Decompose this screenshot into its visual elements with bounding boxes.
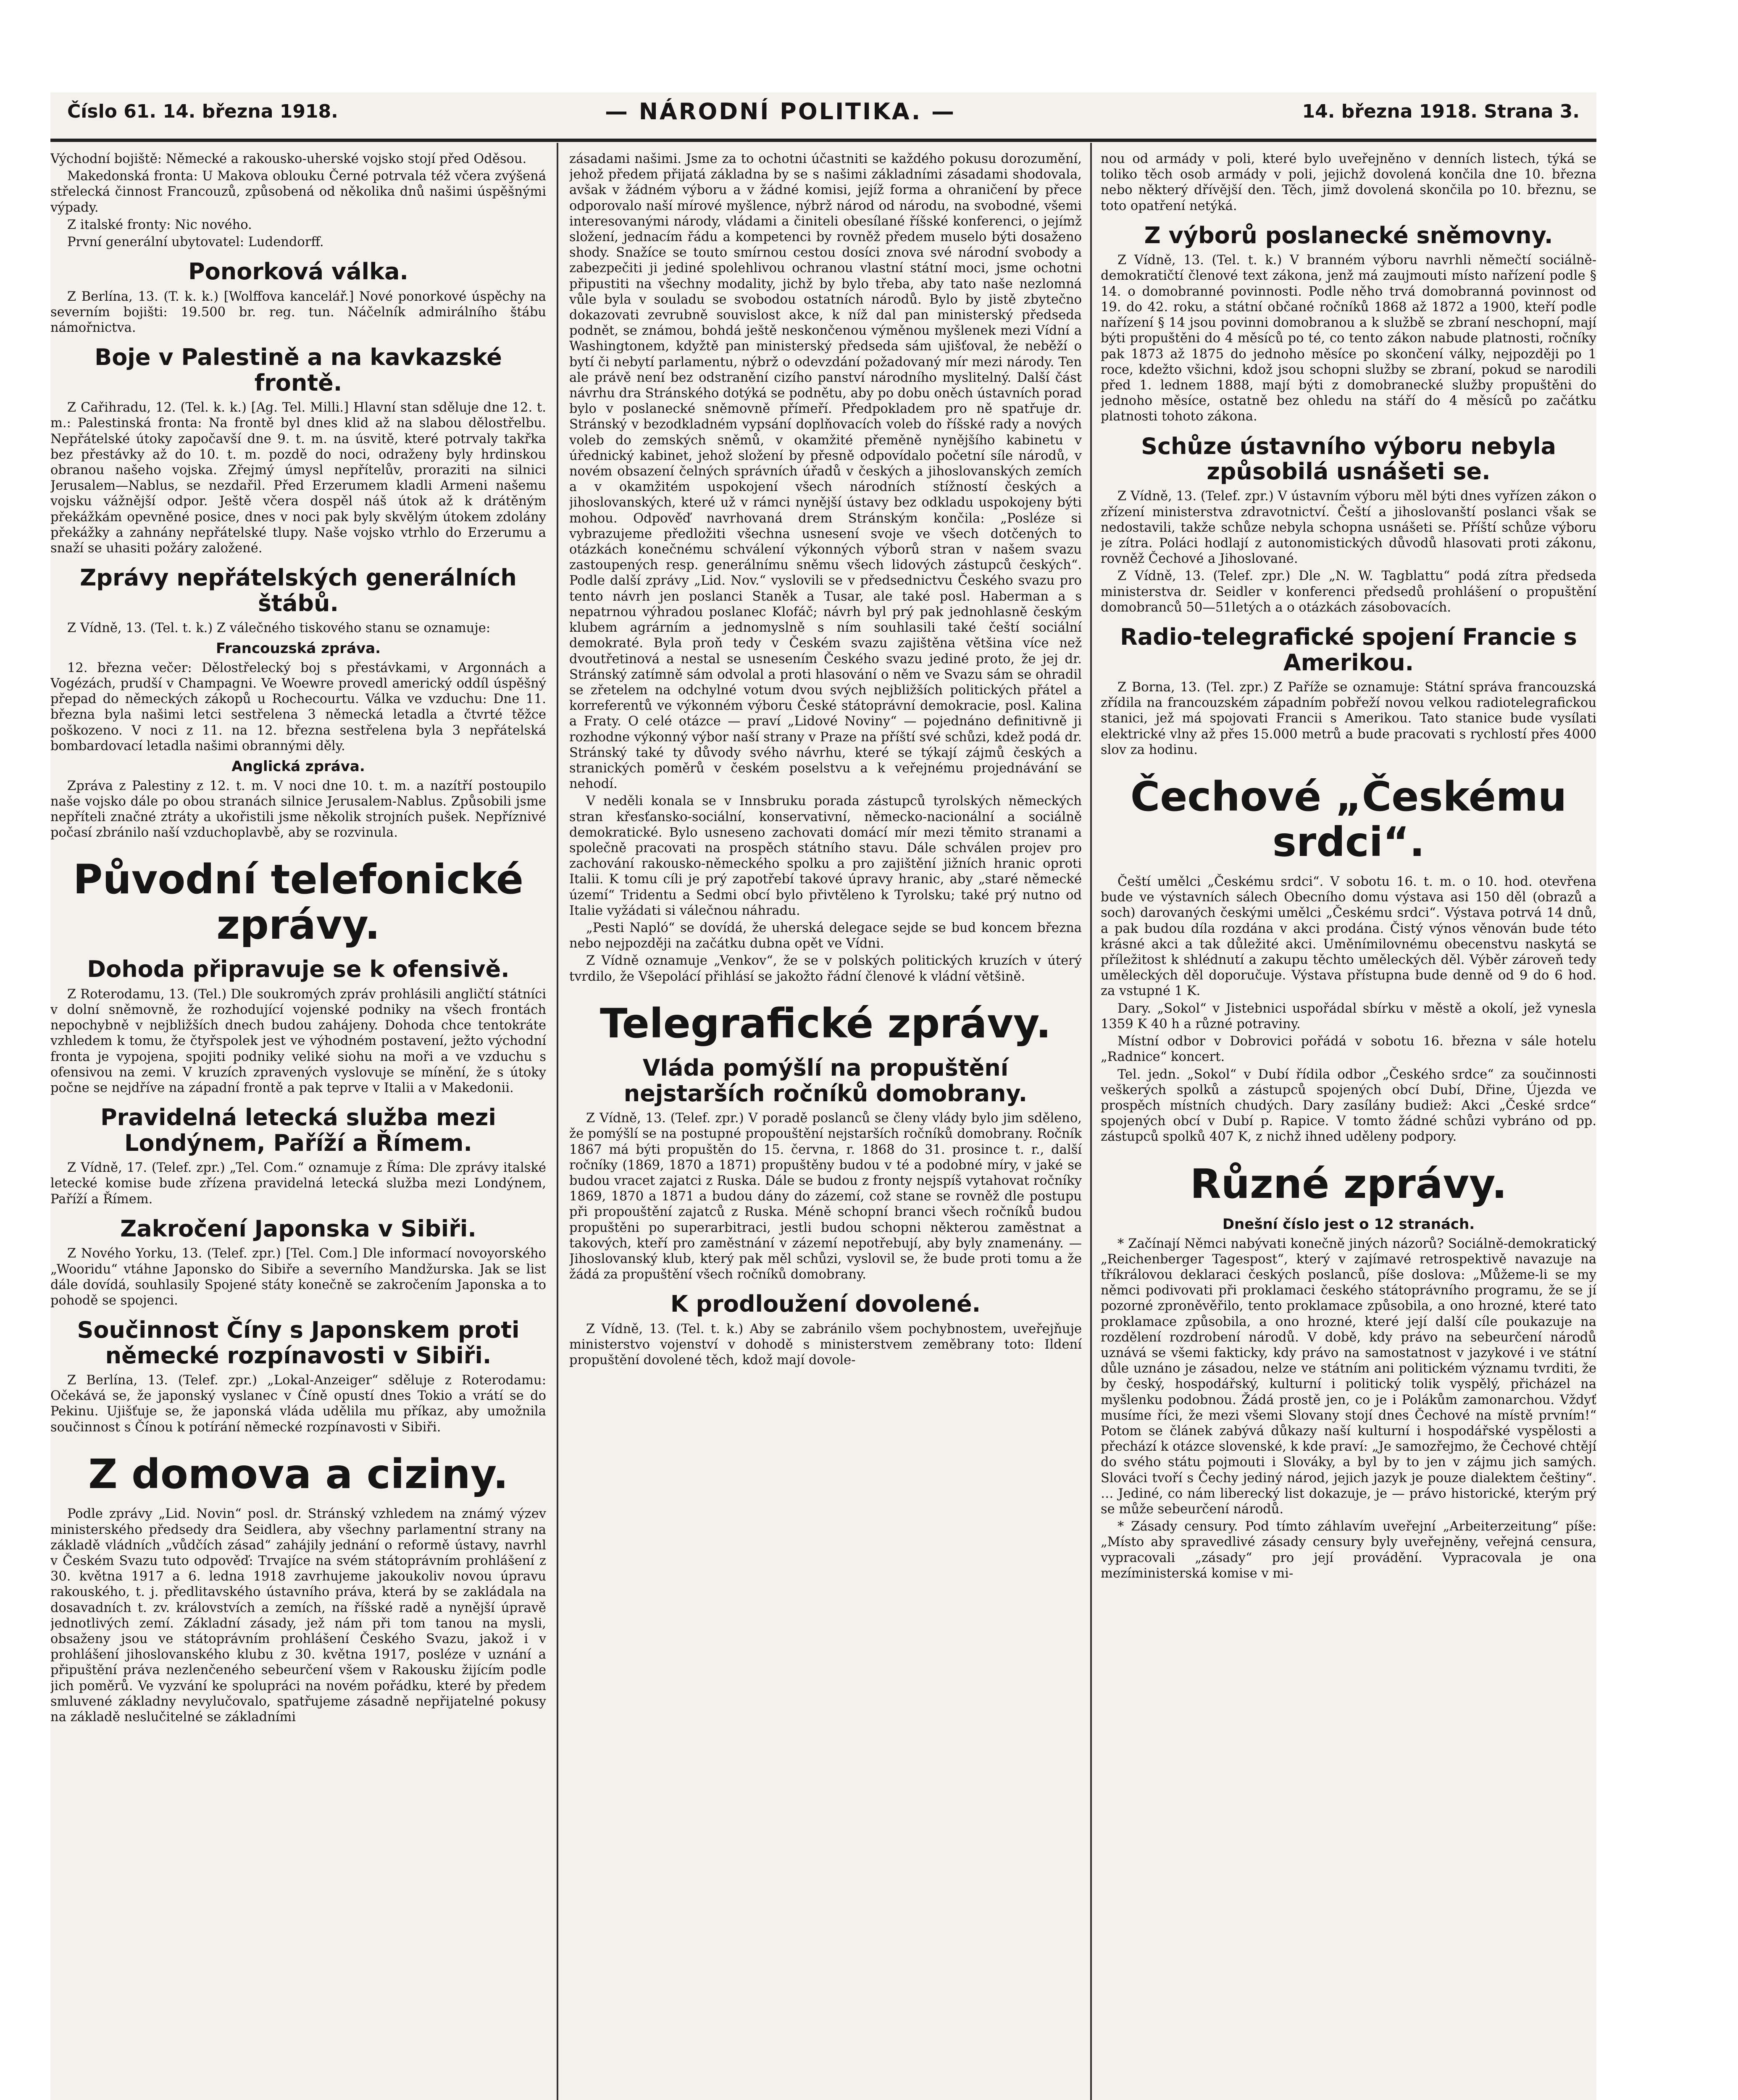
section-title-czech-heart: Čechové „Českému srdci“.	[1130, 773, 1567, 866]
article-paragraph: Z Vídně, 13. (Tel. t. k.) Aby se zabránilo všem pochybnostem, uveřejňuje ministerstvo vojenství v dohodě s ministerstvem zeměbrany toto: Ildení propuštění dovolené těch, kdož mají dovole-	[569, 1321, 1082, 1368]
article-paragraph: Z Vídně, 13. (Tel. t. k.) Z válečného tiskového stanu se oznamuje:	[67, 621, 491, 636]
article-paragraph: Z Berlína, 13. (T. k. k.) [Wolffova kancelář.] Nové ponorkové úspěchy na severním bojišti: 19.500 br. reg. tun. Náčelník admirálního štábu námořnictva.	[50, 289, 546, 336]
article-paragraph: Dary. „Sokol“ v Jistebnici uspořádal sbírku v městě a okolí, jež vynesla 1359 K 40 h a různé potraviny.	[1101, 1001, 1596, 1032]
article-paragraph: 12. března večer: Dělostřelecký boj s přestávkami, v Argonnách a Vogézách, prudší v Champagni. Ve Woewre provedl americký oddíl úspěšný přepad do německých zákopů u Rochecourtu. Válka ve vzduchu: Dne 11. března byla našimi letci sestřelena 3 německá letadla a čtvrté těžce poškozeno. V noci z 11. na 12. března sestřelena byla 3 nepřátelská bombardovací letadla našimi obrannými děly.	[50, 660, 546, 753]
headline-radio-telegraph: Radio-telegrafické spojení Francie s Amerikou.	[1120, 624, 1577, 676]
article-paragraph: Z Vídně, 13. (Telef. zpr.) V poradě poslanců se členy vlády bylo jim sděleno, že pomýšlí se na postupné propouštění nejstarších ročníků domobrany. Ročník 1867 má býti propuštěn do 15. června, r. 1868 do 31. prosince t. r., další ročníky (1869, 1870 a 1871) propuštěny budou v té a podobné míry, v jaké se budou vracet zajatci z Ruska. Dále se budou z fronty nejspíš vytahovat ročníky 1869, 1870 a 1871 a budou dány do zázemí, což stane se rovněž dle postupu při propouštění zajatců z Ruska. Méně schopní branci všech ročníků budou propuštěni po superarbitraci, jestli budou schopni některou zaměstnat a takových, kteří pro zaměstnání v zázemí nepotřebují, aby byly znamenány. — Jihoslovanský klub, který pak měl schůzi, vyslovil se, že bude proti tomu a že žádá za propuštění všech ročníků domobrany.	[569, 1111, 1082, 1282]
article-paragraph: Z Vídně, 13. (Telef. zpr.) V ústavním výboru měl býti dnes vyřízen zákon o zřízení ministerstva zdravotnictví. Čeští a jihoslovanští poslanci však se nedostavili, takže schůze nebyla schopna usnášeti se. Příští schůze výboru je zítra. Poláci hodlají z autonomistických důvodů hlasovati proti zákonu, rovněž Čechové a Jihoslované.	[1101, 489, 1596, 567]
article-paragraph: Z Borna, 13. (Tel. zpr.) Z Paříže se oznamuje: Státní správa francouzská zřídila na francouzském západním pobřeží novou velkou radiotelegrafickou stanici, jež má spojovati Francii s Amerikou. Tato stanice bude vysílati elektrické vlny až přes 15.000 metrů a bude pracovati s rychlostí přes 4000 slov za hodinu.	[1101, 680, 1596, 757]
headline-air-service: Pravidelná letecká služba mezi Londýnem, Paříží a Římem.	[100, 1104, 496, 1156]
article-paragraph: Z italské fronty: Nic nového.	[67, 217, 252, 232]
masthead-title: — NÁRODNÍ POLITIKA. —	[605, 98, 956, 125]
article-paragraph: nou od armády v poli, které bylo uveřejněno v denních listech, týká se toliko těch osob armády v poli, jejichž dovolená končila dne 10. března nebo některý dřívější den. Těch, jimž dovolená skončila po 10. březnu, se toto opatření netýká.	[1101, 152, 1596, 213]
headline-furlough: K prodloužení dovolené.	[670, 1291, 981, 1318]
newspaper-page	[50, 92, 1596, 2100]
header-page-number: 14. března 1918. Strana 3.	[1302, 101, 1580, 122]
section-title-telegraph: Telegrafické zprávy.	[599, 1000, 1052, 1047]
article-paragraph: Z Vídně oznamuje „Venkov“, že se v polských politických kruzích v úterý tvrdilo, že Všepolácí přihlásí se jakožto řádní členové k vládní většině.	[569, 953, 1082, 984]
article-paragraph: Čeští umělci „Českému srdci“. V sobotu 16. t. m. o 10. hod. otevřena bude ve výstavních sálech Obecního domu výstava asi 150 děl (obrazů a soch) darovaných českými umělci „Českému srdci“. Výstava potrvá 14 dnů, a pak budou díla rozdána v akci prodána. Čistý výnos věnován bude této krásné akci a tak důležité akci. Uměnímilovnému obecenstvu naskytá se příležitost k shlédnutí a zakupu těchto uměleckých děl. Výběr zároveň tedy uměleckých děl doporučuje. Výstava přístupna bude denně od 9 do 6 hod. za vstupné 1 K.	[1101, 874, 1596, 999]
column-1	[50, 151, 546, 2100]
article-paragraph: Z Vídně, 13. (Tel. t. k.) V branném výboru navrhli němečtí sociálně-demokratičtí členové text zákona, jenž má zaujmouti místo nařízení podle § 14. o domobranné povinnosti. Podle něho trvá domobranná povinnost od 19. do 42. roku, a státní občané ročníků 1868 až 1872 a 1900, kteří podle nařízení § 14 jsou povinni domobranou a k službě se zbraní neschopní, mají býti propuštěni do 4 měsíců po té, co tento zákon nabude platnosti, ročníky pak 1873 až 1875 do jednoho měsíce po skončení války, nejpozději po 1 roce, kdežto všichni, kdož jsou schopni služby se zbraní, pokud se narodili před 1. lednem 1888, mají býti z domobranecké služby propuštěni do jednoho měsíce, ostatně bez ohledu na stáří do 4 měsíců po začátku platnosti tohoto zákona.	[1101, 253, 1596, 424]
column-divider	[1090, 143, 1092, 2100]
article-paragraph: Z Roterodamu, 13. (Tel.) Dle soukromých zpráv prohlásili angličtí státníci v dolní sněmovně, že rozhodující vojenské podniky na všech frontách nepochybně v nejbližších dnech budou zahájeny. Dohoda chce tentokráte vzhledem k tomu, že čtyřspolek jest ve výhodném postavení, ježto východní fronta je vypojena, spojiti podniky veliké siohu na moři a ve vzduchu s ofensivou na zemi. V kruzích zpravených vyslovuje se mínění, že s útoky počne se nejdříve na západní frontě a pak teprve v Italii a v Makedonii.	[50, 987, 546, 1096]
column-3	[1101, 151, 1596, 2100]
article-paragraph: Makedonská fronta: U Makova oblouku Černé potrvala též včera zvýšená střelecká činnost Francouzů, způsobená od několika dnů našimi úspěšnými výpady.	[50, 169, 546, 215]
article-paragraph: Východní bojiště: Německé a rakousko-uherské vojsko stojí před Oděsou.	[50, 152, 527, 166]
page-header	[50, 92, 1596, 142]
section-title-misc: Různé zprávy.	[1190, 1160, 1507, 1208]
headline-palestine: Boje v Palestině a na kavkazské frontě.	[95, 344, 502, 396]
section-title-home-abroad: Z domova a ciziny.	[88, 1450, 508, 1498]
headline-constitutional-committee: Schůze ústavního výboru nebyla způsobilá usnášeti se.	[1141, 433, 1556, 485]
headline-submarine: Ponorková válka.	[188, 258, 408, 285]
column-divider	[557, 143, 558, 2100]
article-paragraph: „Pesti Napló“ se dovídá, že uherská delegace sejde se bud koncem března nebo nejpozději na začátku dubna opět ve Vídni.	[569, 920, 1082, 951]
article-paragraph: Z Cařihradu, 12. (Tel. k. k.) [Ag. Tel. Milli.] Hlavní stan sděluje dne 12. t. m.: Palestinská fronta: Na frontě byl dnes klid až na slabou dělostřelbu. Nepřátelské útoky započavší dne 9. t. m. na úsvitě, které potrvaly takřka bez přestávky až do 10. t. m. pozdě do noci, odraženy byly hrdinskou obranou našeho vojska. Zřejmý úmysl nepřítelův, proraziti na silnici Jerusalem—Nablus, se nezdařil. Před Erzerumem kladli Armeni našemu vojsku vážnější odpor. Ještě včera dospěl náš útok až k drátěným překážkám opevněné posice, dnes v noci pak byly skvělým útokem zdolány překážky a zahnány nepřátelské tlupy. Naše vojsko vtrhlo do Erzerumu a snaží se uhasiti požáry založené.	[50, 400, 546, 556]
headline-enemy-staffs: Zprávy nepřátelských generálních štábů.	[80, 564, 517, 617]
article-paragraph: Zpráva z Palestiny z 12. t. m. V noci dne 10. t. m. a nazítří postoupilo naše vojsko dále po obou stranách silnice Jerusalem-Nablus. Způsobili jsme nepříteli značné ztráty a ukořistili jsme několik strojních pušek. Nepříznivé počasí zbránilo naší vzduchoplavbě, aby se rozvinula.	[50, 778, 546, 840]
headline-government-militia: Vláda pomýšlí na propuštění nejstarších ročníků domobrany.	[623, 1055, 1028, 1107]
subhead-page-count: Dnešní číslo jest o 12 stranách.	[1222, 1216, 1475, 1233]
article-paragraph: * Začínají Němci nabývati konečně jiných názorů? Sociálně-demokratický „Reichenberger Tagespost“, který v zajímavé retrospektivě navazuje na tříkrálovou deklaraci českých poslanců, píše doslova: „Můžeme-li se my němci podivovati při proklamaci českého státoprávního programu, že se jí pozorné zproněvěřilo, tento proklamace způsobila, a ono hrozné, které tato proklamace způsobila, a ono hrozné, které její další cíle poukazuje na rozdělení rozdrobení národů. V době, kdy právo na sebeurčení národů uznává se všemi fakticky, kdy právo na samostatnost v jazykové i ve státní důle uznáno je zásadou, nelze ve státním ani politickém významu tvrditi, že by český, hospodářský, kulturní i politický tolik vyspělý, přicházel na myšlenku podobnou. Žádá prostě jen, co je i Polákům zamonarchou. Vždyť musíme říci, že mezi všemi Slovany stojí dnes Čechové na místě prvním!“ Potom se článek zabývá důkazy naší kulturní i hospodářské vyspělosti a přechází k otázce slovenské, k kde praví: „Je samozřejmo, že Čechové chtějí do svého státu pojmouti i Slováky, a byl by to jen v zájmu jich samých. Slováci tvoří s Čechy jediný národ, jejich jazyk je pouze dialektem češtiny“. … Jediné, co nám liberecký list dokazuje, je — právo historické, kterým prý se může sebeurčení národů.	[1101, 1236, 1596, 1517]
section-title-original-reports: Původní telefonické zprávy.	[73, 856, 523, 948]
subhead-french: Francouzská zpráva.	[216, 640, 381, 657]
article-paragraph: Tel. jedn. „Sokol“ v Dubí řídila odbor „Českého srdce“ za součinnosti veškerých spolků a zástupců spojených obcí Dubí, Dřine, Újezda ve prospěch místních chudých. Dary zasílány budiež: Akci „České srdce“ spojených obcí v Dubí p. Rapice. V tomto žádné schůzi vybráno od pp. zástupců spolků 407 K, z nichž ihned uděleny podpory.	[1101, 1067, 1596, 1144]
article-paragraph: Podle zprávy „Lid. Novin“ posl. dr. Stránský vzhledem na známý výzev ministerského předsedy dra Seidlera, aby všechny parlamentní strany na základě vládních „vůdčích zásad“ zahájily jednání o reformě ústavy, navrhl v Českém Svazu tuto odpověď: Trvajíce na svém státoprávním prohlášení z 30. května 1917 a 6. ledna 1918 zavrhujeme jakoukoliv novou úpravu rakouského, t. j. předlitavského ústavního práva, která by se zakládala na dosavadních t. zv. královstvích a zemích, na říšské radě a nynější úpravě jednotlivých zemí. Základní zásady, jež nám při tom tanou na mysli, obsaženy jsou ve státoprávním prohlášení Českého Svazu, jakož i v prohlášení jihoslovanského klubu z 30. května 1917, posléze v uznání a připuštění práva nezlenčeného sebeurčení všem v Rakousku žijícím podle jich poměrů. Ve vyzvání ke spolupráci na novém pořádku, které by předem smluvené základny nevylučovalo, spatřujeme zásadně nepřijatelné pokusy na základě neslučitelné se základními	[50, 1507, 546, 1725]
article-paragraph: Z Vídně, 13. (Telef. zpr.) Dle „N. W. Tagblattu“ podá zítra předseda ministerstva dr. Seidler v konferenci předsedů prohlášení o propuštění domobranců 50—51letých a o otázkách zásobovacích.	[1101, 569, 1596, 615]
headline-china-japan: Součinnost Číny s Japonskem proti německé rozpínavosti v Sibiři.	[77, 1317, 520, 1369]
article-paragraph: Z Vídně, 17. (Telef. zpr.) „Tel. Com.“ oznamuje z Říma: Dle zprávy italské letecké komise bude zřízena pravidelná letecká služba mezi Londýnem, Paříží a Římem.	[50, 1160, 546, 1207]
article-paragraph: První generální ubytovatel: Ludendorff.	[67, 235, 324, 250]
article-paragraph: Z Berlína, 13. (Telef. zpr.) „Lokal-Anzeiger“ sděluje z Roterodamu: Očekává se, že japonský vyslanec v Číně opustí dnes Tokio a vrátí se do Pekinu. Ujišťuje se, že japonská vláda udělila mu příkaz, aby umožnila součinnost s Čínou k potírání německé rozpínavosti v Sibiři.	[50, 1373, 546, 1435]
article-paragraph: Z Nového Yorku, 13. (Telef. zpr.) [Tel. Com.] Dle informací novoyorského „Wooridu“ vtáhne Japonsko do Sibiře a severního Mandžurska. Jak se list dále dovídá, souhlasily Spojené státy konečně se zakročením Japonska a to pohodě se spojenci.	[50, 1246, 546, 1308]
column-2	[569, 151, 1082, 2100]
subhead-english: Anglická zpráva.	[231, 758, 365, 775]
headline-offensive: Dohoda připravuje se k ofensivě.	[87, 956, 510, 983]
headline-committees: Z výborů poslanecké sněmovny.	[1144, 222, 1553, 249]
headline-japan-siberia: Zakročení Japonska v Sibiři.	[120, 1215, 476, 1242]
article-paragraph: zásadami našimi. Jsme za to ochotni účastniti se každého pokusu dorozumění, jehož předem přijatá základna by se s našimi základními zásadami shodovala, avšak v žádném výboru a v žádné komisi, jejíž forma a ohraničení by přece odporovalo naší mírové myšlence, nýbrž národ od národu, na svobodné, všemi interesovanými národy, vládami a činiteli obesílané říšské konferenci, o jejímž složení, jednacím řádu a kompetenci by rovněž předem muselo býti dosaženo shody. Snažíce se touto smírnou cestou dosíci znova své národní svobody a zabezpečiti ji jediné spolehlivou ochranou vlastní státní moci, jsme ochotni připustiti na všechny modality, jichž by bylo třeba, aby tato naše nezlomná vůle byla v souladu se svobodou ostatních národů. Bylo by jistě zbytečno dokazovati zevrubně souvislost akce, k níž dal pan ministerský předseda podnět, se známou, bohdá ještě neskončenou výměnou myšlenek mezi Vídní a Washingtonem, kdyžtě pan ministerský předseda sám ujišťoval, že neběží o bytí či nebytí parlamentu, nýbrž o odevzdání požadovaný mír mezi národy. Ten ale právě není bez odstranění cizího panství národního myslitelný. Další část návrhu dra Stránského dotýká se podnětu, aby po dobu oněch ústavních porad bylo v poslanecké sněmovně přímeří. Předpokladem pro ně spatřuje dr. Stránský v bezodkladném vypsání doplňovacích voleb do říšské rady a nových voleb do zemských sněmů, v okamžité přeměně nynějšího kabinetu v úřednický kabinet, jehož složení by přesně odpovídalo početní síle národů, v novém obsazení čelných správních úřadů v českých a jihoslovanských zemích a v okamžitém uspokojení všech národních stížností českých a jihoslovanských, které už v rámci nynější ústavy bez odkladu uspokojeny býti mohou. Odpověď navrhovaná drem Stránským končila: „Posléze si vybrazujeme předložiti všechna usnesení svoje ve všech dotčených to otázkách konečnému schválení výkonných výborů stran v našem svazu zastoupených resp. generálnímu sněmu všech lidových zástupců českých“. Podle další zprávy „Lid. Nov.“ vyslovili se v předsednictvu Českého svazu pro tento návrh jen poslanci Staněk a Tusar, ale také posl. Haberman a s nepatrnou výhradou poslanec Klofáč; návrh byl prý pak jednohlasně českým klubem agrárním a jednomyslně s ním souhlasili také čeští sociální demokraté. Byla proň tedy v Českém svazu zajištěna většina více než dvoutřetinová a nestal se usnesením Českého svazu jediné proto, že jej dr. Stránský zatímně sám odvolal a proti hlasování o něm ve Svazu sám se ohradil se zřetelem na odchylné votum dvou svých nejbližších politických přátel a korreferentů ve výkonném výboru České státoprávní demokracie, posl. Kalina a Fraty. O celé otázce — praví „Lidové Noviny“ — pojednáno definitivně ji rozhodne výkonný výbor naší strany v Praze na příští své schůzi, kdež podá dr. Stránský také ty důvody svého návrhu, které se týkají zájmů českých a stranických poměrů v českém poselstvu a k veřejnému projednávání se nehodí.	[569, 152, 1082, 792]
article-paragraph: * Zásady censury. Pod tímto záhlavím uveřejní „Arbeiterzeitung“ píše: „Místo aby spravedlivé zásady censury byly uveřejněny, veřejná censura, vypracovali „zásady“ pro její provádění. Vypracovala je ona mezíministerská komise v mi-	[1101, 1519, 1596, 1581]
article-paragraph: Místní odbor v Dobrovici pořádá v sobotu 16. března v sále hotelu „Radnice“ koncert.	[1101, 1034, 1596, 1065]
header-issue: Číslo 61. 14. března 1918.	[67, 101, 338, 122]
article-paragraph: V neděli konala se v Innsbruku porada zástupců tyrolských německých stran křesťansko-sociální, konservativní, německo-nacionální a sociálně demokratické. Bylo usneseno zachovati domácí mír mezi těmito stranami a společně pracovati na prospěch státního stavu. Dále schválen projev pro zachování rakousko-německého spolku a pro zajištění jižních hranic oproti Italii. K tomu cíli je prý zapotřebí takové úpravy hranic, aby „staré německé území“ Tridentu a Sedmi obcí bylo přivtěleno k Tyrolsku; také prý nutno od Italie vyžádati si válečnou náhradu.	[569, 794, 1082, 918]
